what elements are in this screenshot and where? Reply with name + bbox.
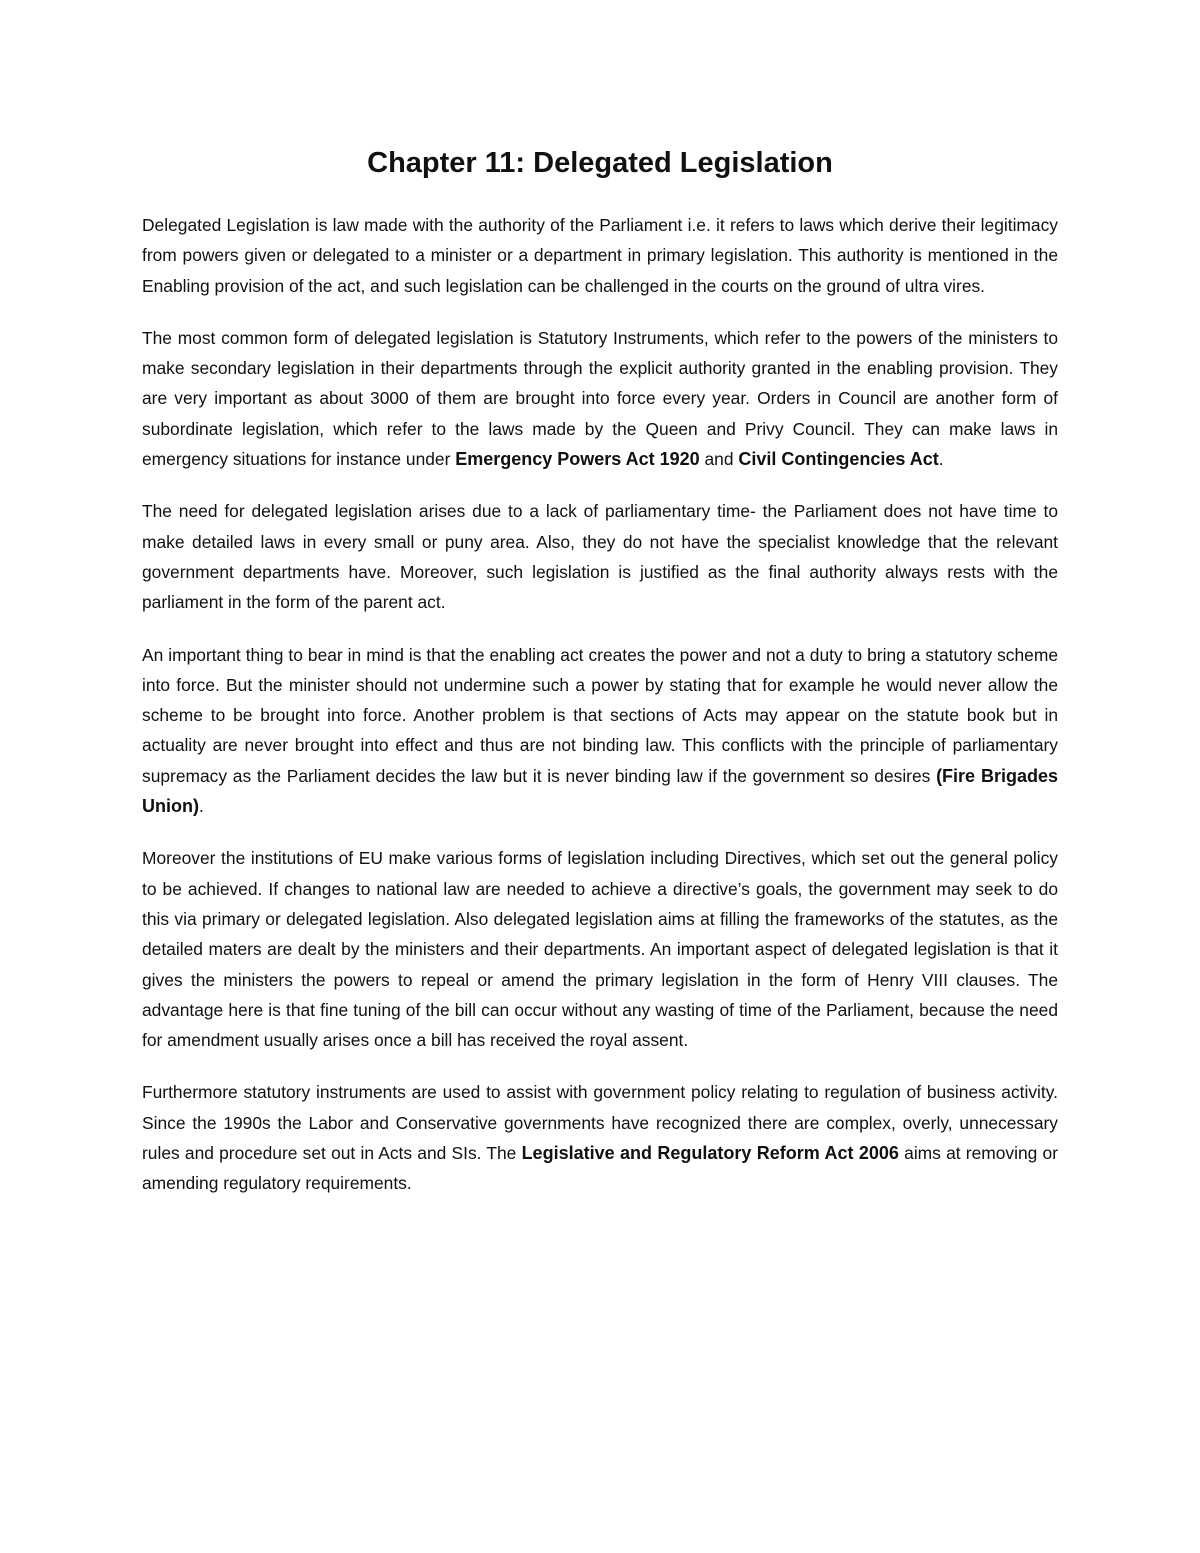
document-body <box>142 210 1058 1221</box>
paragraph-1 <box>142 210 1058 301</box>
paragraph-text: and <box>699 449 739 470</box>
paragraph-text: aims at removing or amending regulatory requirements. <box>142 1143 1059 1194</box>
emphasized-act-name: Emergency Powers Act 1920 <box>455 449 700 470</box>
emphasized-act-name: Legislative and Regulatory Reform Act 2006 <box>521 1143 899 1164</box>
emphasized-act-name: Civil Contingencies Act <box>738 449 939 470</box>
paragraph-2 <box>142 323 1058 474</box>
paragraph-text: . <box>938 449 944 470</box>
emphasized-case-name: (Fire Brigades Union) <box>142 765 1058 817</box>
page-title: Chapter 11: Delegated Legislation <box>367 147 833 179</box>
paragraph-3 <box>142 496 1058 617</box>
paragraph-text: The most common form of delegated legislation is Statutory Instruments, which refer to the powers of the ministers to make secondary legislation in their departments through the explicit authority granted in the enabling provision. They are very important as about 3000 of them are brought into force every year. Orders in Council are another form of subordinate legislation, which refer to the laws made by the Queen and Privy Council. They can make laws in emergency situations for instance under <box>142 327 1058 470</box>
paragraph-text: An important thing to bear in mind is that the enabling act creates the power and not a duty to bring a statutory scheme into force. But the minister should not undermine such a power by stating that for example he would never allow the scheme to be brought into force. Another problem is that sections of Acts may appear on the statute book but in actuality are never brought into effect and thus are not binding law. This conflicts with the principle of parliamentary supremacy as the Parliament decides the law but it is never binding law if the government so desires <box>142 644 1058 786</box>
paragraph-text: Furthermore statutory instruments are used to assist with government policy relating to regulation of business activity. Since the 1990s the Labor and Conservative governments have recognized there are complex, overly, unnecessary rules and procedure set out in Acts and SIs. The <box>142 1082 1058 1164</box>
paragraph-text: Delegated Legislation is law made with the authority of the Parliament i.e. it refers to laws which derive their legitimacy from powers given or delegated to a minister or a department in primary legislation. This authority is mentioned in the Enabling provision of the act, and such legislation can be challenged in the courts on the ground of ultra vires. <box>142 215 1058 296</box>
paragraph-text: . <box>198 796 204 817</box>
paragraph-text: Moreover the institutions of EU make various forms of legislation including Directives, which set out the general policy to be achieved. If changes to national law are needed to achieve a directive’s goals, the government may seek to do this via primary or delegated legislation. Also delegated legislation aims at filling the frameworks of the statutes, as the detailed maters are dealt by the ministers and their departments. An important aspect of delegated legislation is that it gives the ministers the powers to repeal or amend the primary legislation in the form of Henry VIII clauses. The advantage here is that fine tuning of the bill can occur without any wasting of time of the Parliament, because the need for amendment usually arises once a bill has received the royal assent. <box>142 848 1058 1051</box>
paragraph-text: The need for delegated legislation arises due to a lack of parliamentary time- the Parliament does not have time to make detailed laws in every small or puny area. Also, they do not have the specialist knowledge that the relevant government departments have. Moreover, such legislation is justified as the final authority always rests with the parliament in the form of the parent act. <box>142 501 1058 613</box>
paragraph-6 <box>142 1077 1058 1198</box>
paragraph-4 <box>142 640 1058 822</box>
paragraph-5 <box>142 843 1058 1055</box>
